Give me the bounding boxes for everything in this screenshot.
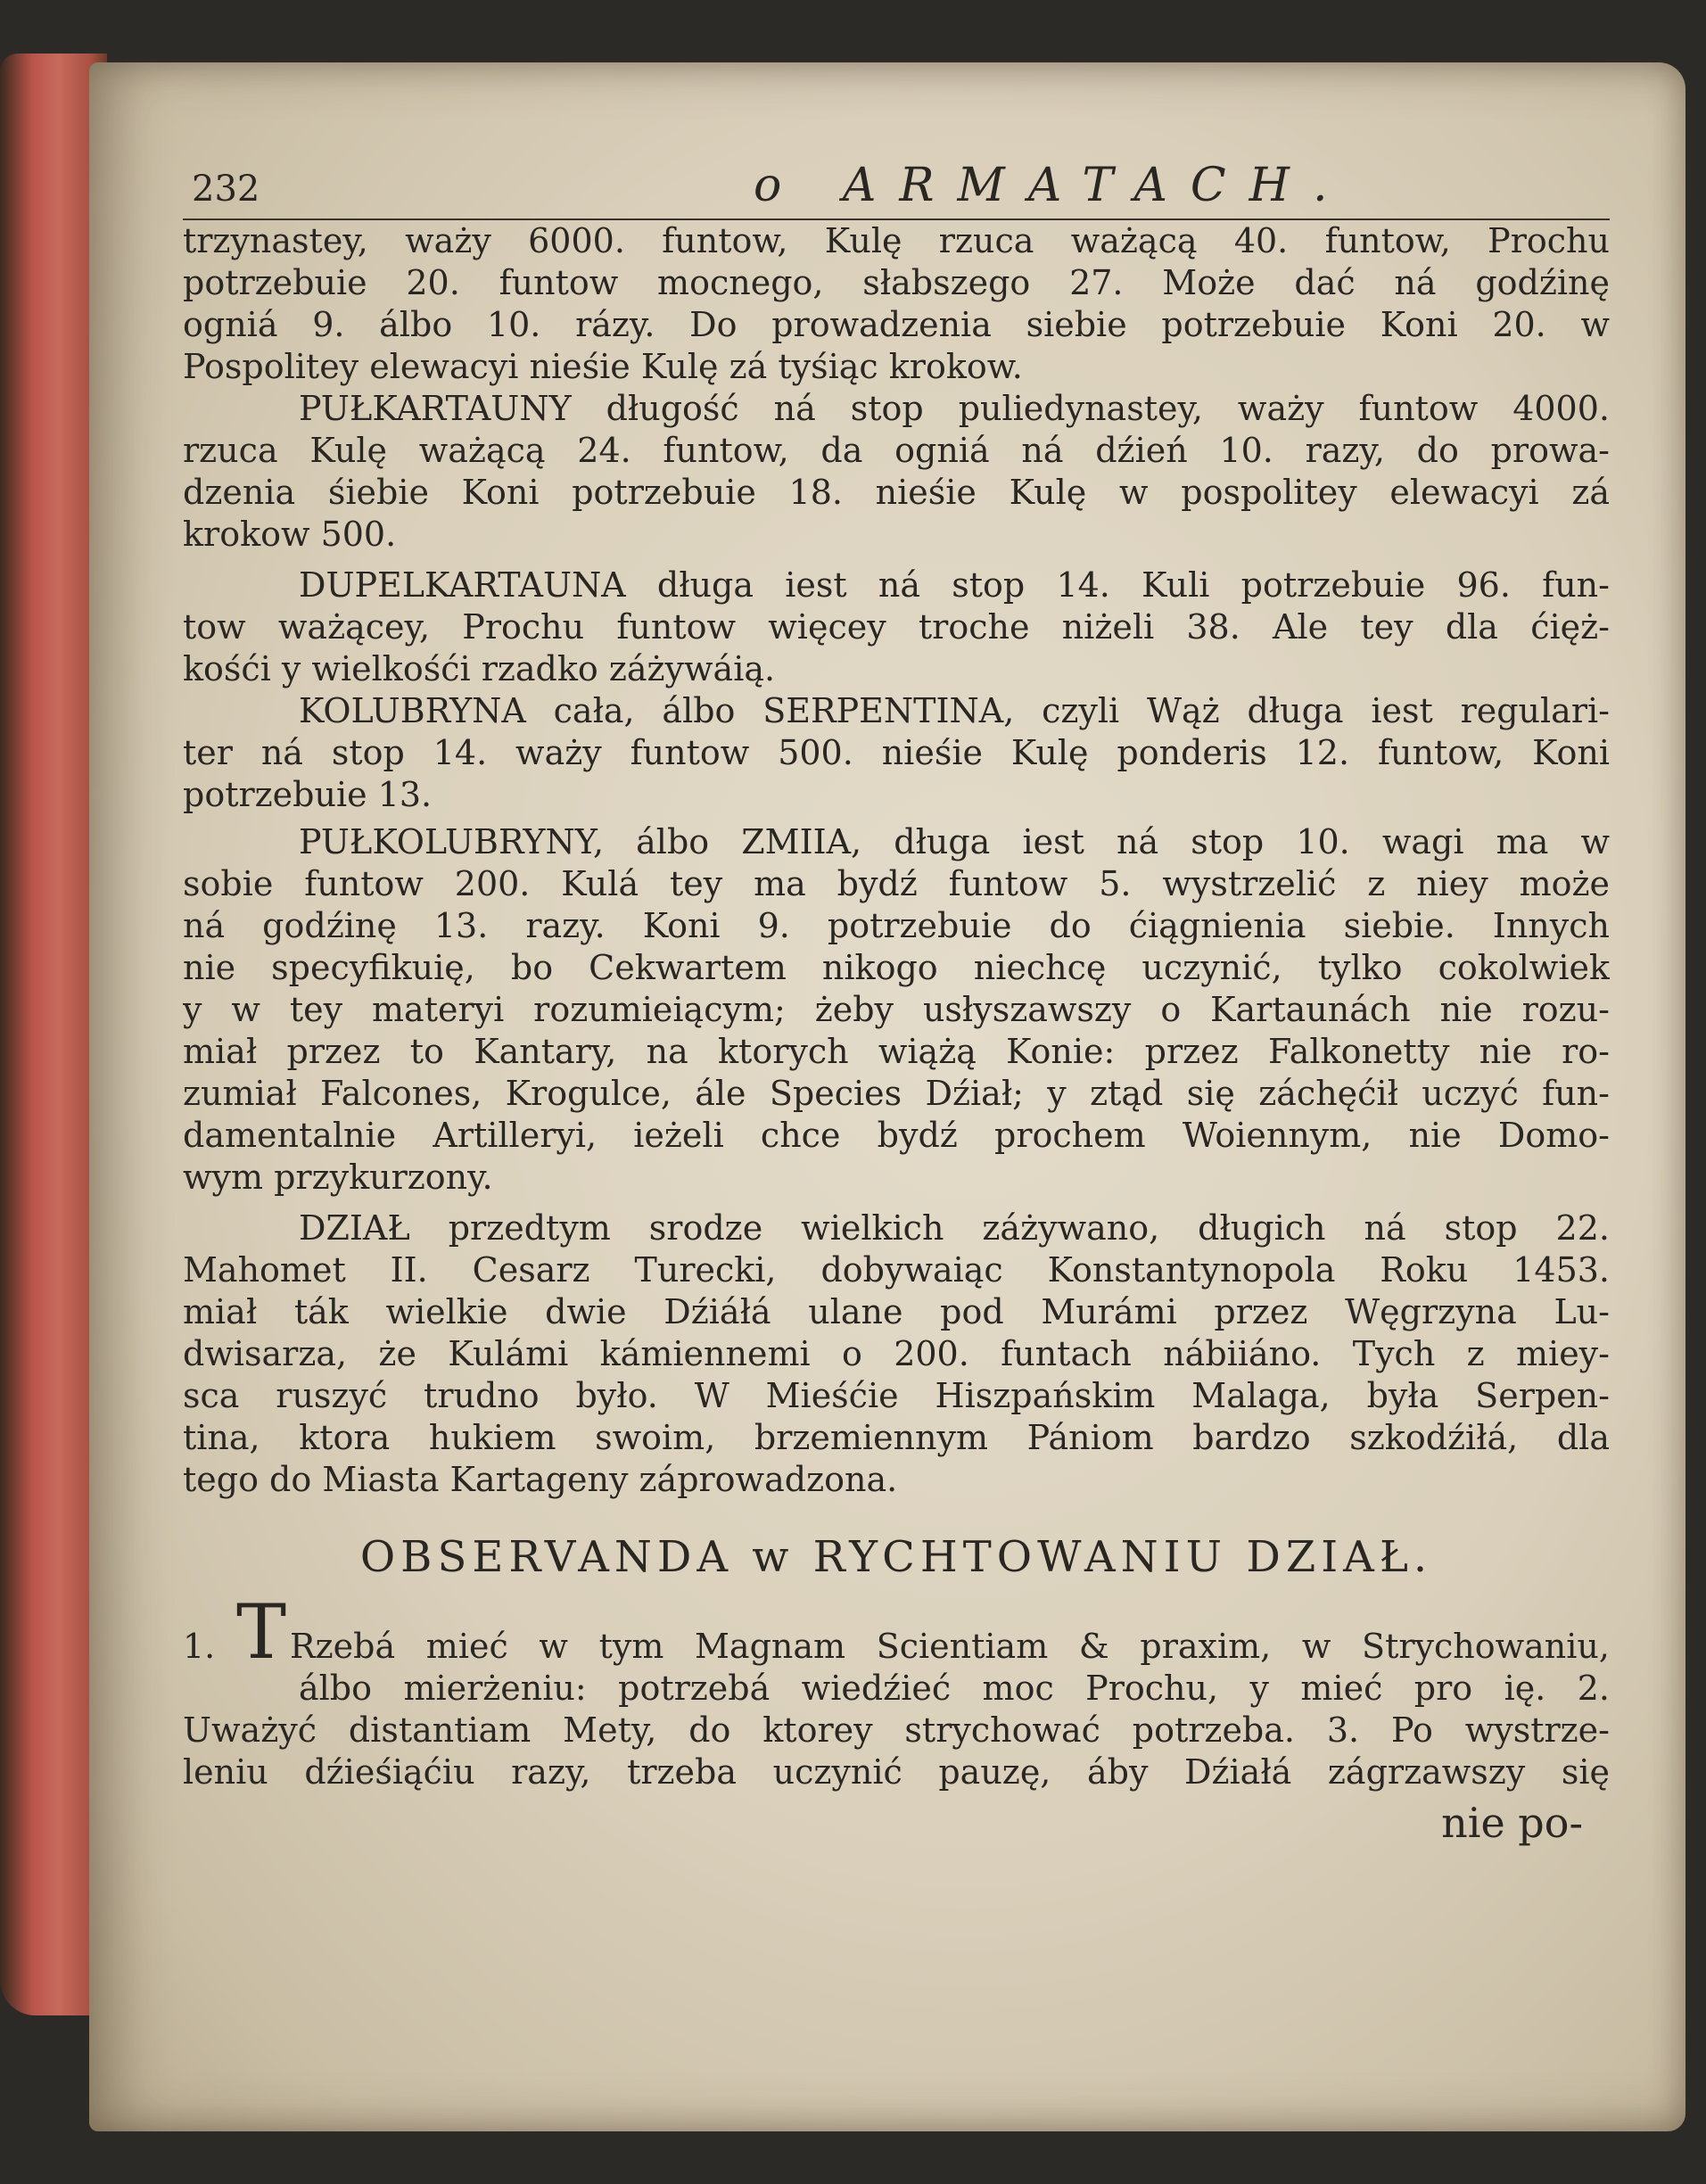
paragraph-3 xyxy=(183,565,1610,690)
text-line: damentalnie Artilleryi, ieżeli chce bydź prochem Woiennym, nie Domo- xyxy=(183,1116,1610,1155)
text-line: miał ták wielkie dwie Dźiáłá ulane pod Murámi przez Węgrzyna Lu- xyxy=(183,1292,1610,1331)
text-line: dzenia śiebie Koni potrzebuie 18. nieśie Kulę w pospolitey elewacyi zá xyxy=(183,473,1610,512)
page-header xyxy=(183,159,1610,220)
text-line: KOLUBRYNA cała, álbo SERPENTINA, czyli Wąż długa iest regulari- xyxy=(299,691,1610,730)
text-line: trzynastey, waży 6000. funtow, Kulę rzuca ważącą 40. funtow, Prochu xyxy=(183,221,1610,260)
text-line: tow ważącey, Prochu funtow więcey troche niżeli 38. Ale tey dla ćięż- xyxy=(183,607,1610,647)
text-line: sca ruszyć trudno było. W Mieśćie Hiszpańskim Malaga, była Serpen- xyxy=(183,1376,1610,1415)
text-line: dwisarza, że Kulámi kámiennemi o 200. funtach nábiiáno. Tych z miey- xyxy=(183,1334,1610,1373)
text-line: miał przez to Kantary, na ktorych wiążą Konie: przez Falkonetty nie ro- xyxy=(183,1032,1610,1071)
text-line: nie specyfikuię, bo Cekwartem nikogo niechcę uczynić, tylko cokolwiek xyxy=(183,948,1610,987)
section-heading: OBSERVANDA w RYCHTOWANIU DZIAŁ. xyxy=(359,1532,1433,1582)
observanda-paragraph xyxy=(183,1588,1610,1793)
text-line: álbo mierżeniu: potrzebá wiedźieć moc Prochu, y mieć pro ię. 2. xyxy=(299,1669,1610,1708)
page-text xyxy=(183,159,1610,1847)
text-line: tina, ktora hukiem swoim, brzemiennym Pániom bardzo szkodźiłá, dla xyxy=(183,1418,1610,1457)
text-line: PUŁKARTAUNY długość ná stop puliedynastey, waży funtow 4000. xyxy=(299,389,1610,428)
paragraph-4 xyxy=(183,690,1610,816)
text-line: PUŁKOLUBRYNY, álbo ZMIIA, długa iest ná stop 10. wagi ma w xyxy=(299,822,1610,861)
text-line: tego do Miasta Kartageny záprowadzona. xyxy=(183,1460,898,1499)
item-number: 1. xyxy=(183,1627,216,1666)
text-line: sobie funtow 200. Kulá tey ma bydź funtow 5. wystrzelić z niey może xyxy=(183,864,1610,903)
text-line: rzuca Kulę ważącą 24. funtow, da ogniá ná dźień 10. razy, do prowa- xyxy=(183,431,1610,470)
text-line: ter ná stop 14. waży funtow 500. nieśie Kulę ponderis 12. funtow, Koni xyxy=(183,733,1610,772)
paragraph-5 xyxy=(183,821,1610,1199)
text-line: krokow 500. xyxy=(183,515,397,554)
text-line: wym przykurzony. xyxy=(183,1158,493,1197)
text-line: Pospolitey elewacyi nieśie Kulę zá tyśiąc krokow. xyxy=(183,347,1023,386)
text-line: leniu dźieśiąćiu razy, trzeba uczynić pauzę, áby Dźiałá zágrzawszy się xyxy=(183,1752,1610,1792)
paragraph-2 xyxy=(183,388,1610,556)
text-line: zumiał Falcones, Krogulce, ále Species Dźiał; y ztąd się záchęćił uczyć fun- xyxy=(183,1074,1610,1113)
drop-cap: T xyxy=(236,1588,287,1676)
text-line: Mahomet II. Cesarz Turecki, dobywaiąc Konstantynopola Roku 1453. xyxy=(183,1250,1610,1290)
text-line: y w tey materyi rozumieiącym; żeby usłyszawszy o Kartaunách nie rozu- xyxy=(183,990,1610,1029)
text-line: potrzebuie 20. funtow mocnego, słabszego 27. Może dać ná godźinę xyxy=(183,263,1610,302)
text-line: DUPELKARTAUNA długa iest ná stop 14. Kuli potrzebuie 96. fun- xyxy=(299,565,1610,605)
text-line: DZIAŁ przedtym srodze wielkich záżywano, długich ná stop 22. xyxy=(299,1208,1610,1248)
running-title: o ARMATACH. xyxy=(754,159,1351,212)
text-line: Rzebá mieć w tym Magnam Scientiam & praxim, w Strychowaniu, xyxy=(290,1627,1610,1666)
text-line: potrzebuie 13. xyxy=(183,775,433,814)
page-number: 232 xyxy=(192,169,260,210)
text-line: ná godźinę 13. razy. Koni 9. potrzebuie do ćiągnienia siebie. Innych xyxy=(183,906,1610,945)
text-line: ogniá 9. álbo 10. rázy. Do prowadzenia siebie potrzebuie Koni 20. w xyxy=(183,305,1610,344)
text-line: kośći y wielkośći rzadko záżywáią. xyxy=(183,649,776,688)
paragraph-6 xyxy=(183,1207,1610,1501)
paragraph-1 xyxy=(183,220,1610,388)
catchword: nie po- xyxy=(1441,1799,1583,1847)
text-line: Uważyć distantiam Mety, do ktorey strychować potrzeba. 3. Po wystrze- xyxy=(183,1710,1610,1750)
